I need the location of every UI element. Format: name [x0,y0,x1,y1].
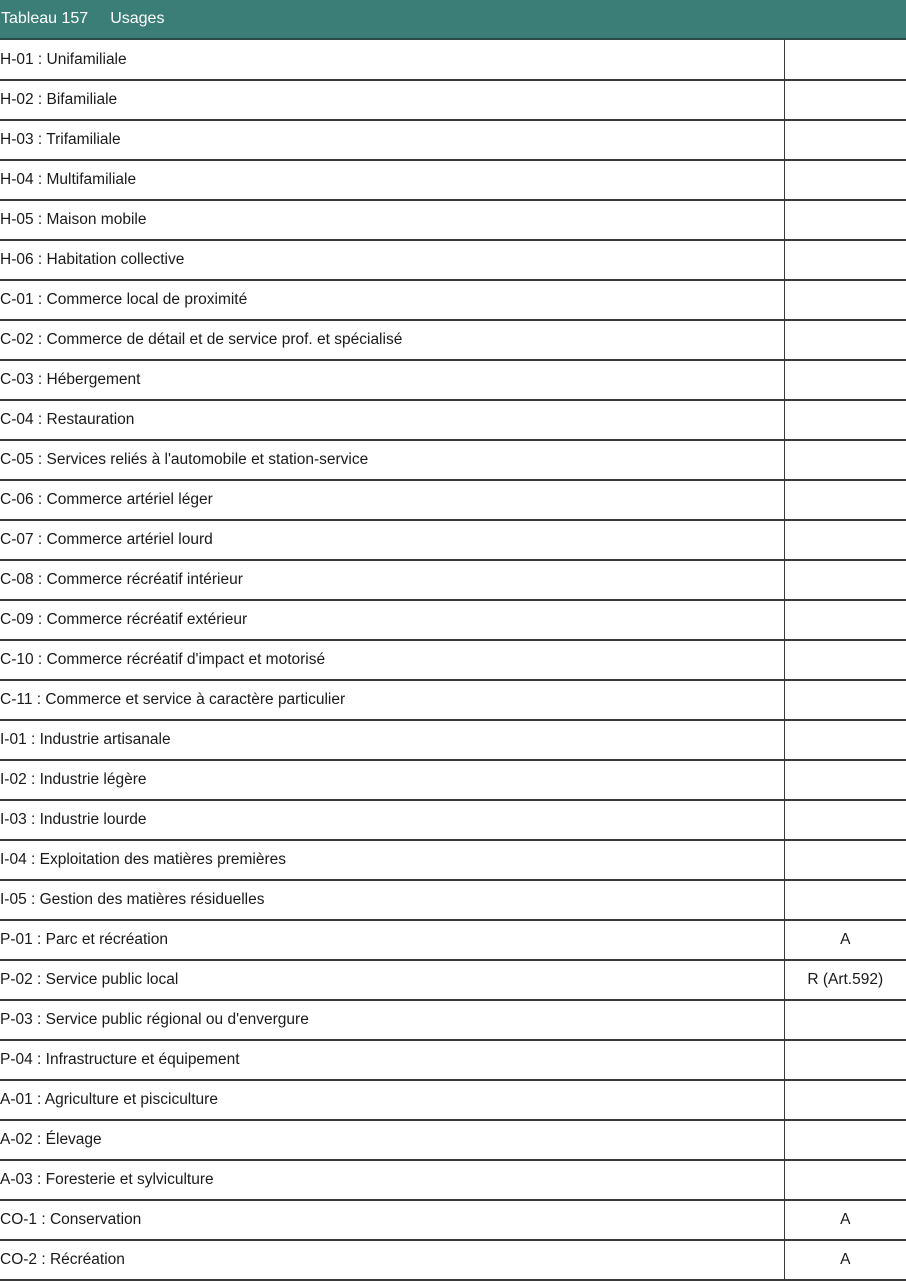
usage-label: I-01 : Industrie artisanale [0,720,784,760]
usage-value: A [784,1200,906,1240]
table-row [0,840,906,880]
usage-label: P-02 : Service public local [0,960,784,1000]
table-row [0,1080,906,1120]
usage-label: C-02 : Commerce de détail et de service prof. et spécialisé [0,320,784,360]
table-row [0,560,906,600]
table-row [0,1040,906,1080]
usage-label: I-04 : Exploitation des matières premières [0,840,784,880]
usage-label: CO-1 : Conservation [0,1200,784,1240]
table-row [0,320,906,360]
table-row [0,720,906,760]
usage-value [784,640,906,680]
table-row [0,400,906,440]
usage-value: A [784,1240,906,1280]
table-title: Usages [110,10,165,27]
usage-label: H-05 : Maison mobile [0,200,784,240]
usage-label: C-09 : Commerce récréatif extérieur [0,600,784,640]
table-row [0,480,906,520]
usage-value [784,120,906,160]
table-row [0,280,906,320]
table-row [0,760,906,800]
usage-value [784,360,906,400]
usage-value [784,680,906,720]
usage-label: H-03 : Trifamiliale [0,120,784,160]
usage-label: C-01 : Commerce local de proximité [0,280,784,320]
table-row [0,40,906,80]
usages-table-body [0,40,906,1280]
usage-label: A-01 : Agriculture et pisciculture [0,1080,784,1120]
usage-value: R (Art.592) [784,960,906,1000]
usage-label: A-03 : Foresterie et sylviculture [0,1160,784,1200]
table-row [0,240,906,280]
usage-label: CO-2 : Récréation [0,1240,784,1280]
table-row [0,600,906,640]
usage-label: C-07 : Commerce artériel lourd [0,520,784,560]
table-row [0,920,906,960]
usage-value: A [784,920,906,960]
usage-value [784,480,906,520]
table-row [0,360,906,400]
usages-table [0,40,906,1281]
usage-value [784,280,906,320]
usage-label: I-02 : Industrie légère [0,760,784,800]
usage-label: C-11 : Commerce et service à caractère particulier [0,680,784,720]
usage-label: P-03 : Service public régional ou d'envergure [0,1000,784,1040]
usage-value [784,160,906,200]
usage-label: H-06 : Habitation collective [0,240,784,280]
usage-label: H-02 : Bifamiliale [0,80,784,120]
usage-value [784,40,906,80]
usage-value [784,840,906,880]
usage-value [784,1080,906,1120]
usage-label: P-01 : Parc et récréation [0,920,784,960]
usage-label: H-04 : Multifamiliale [0,160,784,200]
table-header [0,0,906,40]
table-row [0,200,906,240]
usage-label: I-05 : Gestion des matières résiduelles [0,880,784,920]
table-row [0,1120,906,1160]
table-row [0,680,906,720]
table-row [0,880,906,920]
usage-value [784,720,906,760]
table-row [0,1240,906,1280]
table-row [0,520,906,560]
usage-value [784,400,906,440]
usage-value [784,320,906,360]
usage-value [784,440,906,480]
table-row [0,80,906,120]
usage-label: C-05 : Services reliés à l'automobile et station-service [0,440,784,480]
table-row [0,1160,906,1200]
table-row [0,800,906,840]
table-row [0,440,906,480]
usage-label: H-01 : Unifamiliale [0,40,784,80]
table-row [0,1000,906,1040]
usage-value [784,200,906,240]
usage-value [784,1000,906,1040]
table-row [0,160,906,200]
usage-value [784,760,906,800]
usage-value [784,800,906,840]
usage-value [784,520,906,560]
usage-value [784,560,906,600]
table-row [0,1200,906,1240]
usage-label: C-10 : Commerce récréatif d'impact et motorisé [0,640,784,680]
usage-label: I-03 : Industrie lourde [0,800,784,840]
usage-label: P-04 : Infrastructure et équipement [0,1040,784,1080]
usage-value [784,600,906,640]
table-row [0,640,906,680]
usage-value [784,240,906,280]
usage-label: C-08 : Commerce récréatif intérieur [0,560,784,600]
usage-value [784,880,906,920]
usage-value [784,1120,906,1160]
usage-value [784,1160,906,1200]
table-number: Tableau 157 [1,10,89,27]
usage-label: C-04 : Restauration [0,400,784,440]
usage-label: C-06 : Commerce artériel léger [0,480,784,520]
usage-value [784,1040,906,1080]
usage-label: C-03 : Hébergement [0,360,784,400]
usage-label: A-02 : Élevage [0,1120,784,1160]
table-row [0,120,906,160]
table-row [0,960,906,1000]
usage-value [784,80,906,120]
